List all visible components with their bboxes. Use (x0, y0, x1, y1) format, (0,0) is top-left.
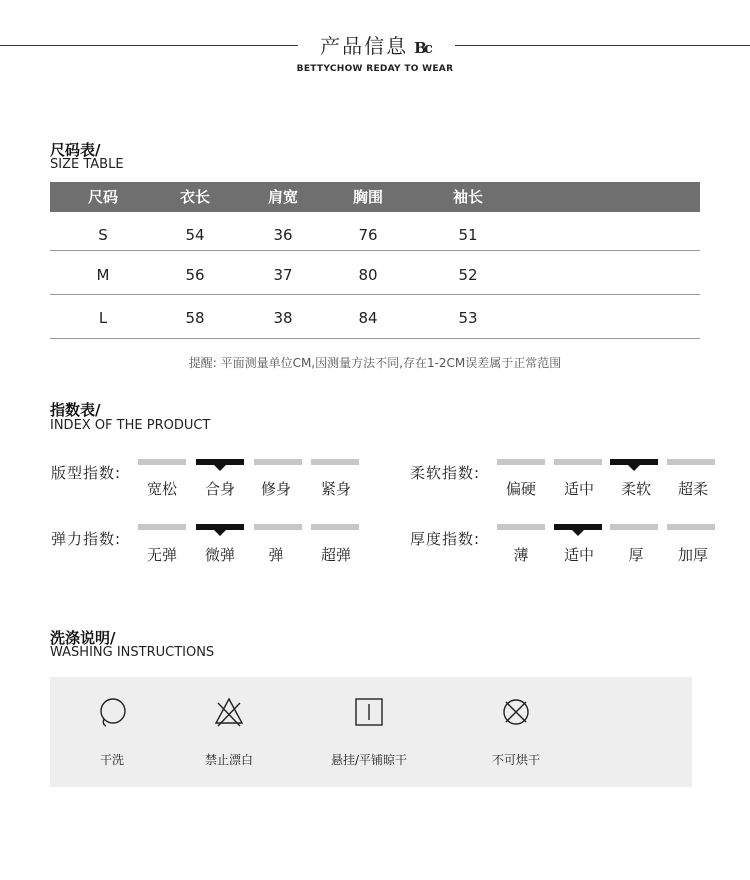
index-heading: 指数表/ (50, 401, 101, 419)
table-cell: 36 (273, 226, 293, 244)
selection-marker-icon (214, 530, 226, 536)
index-label: 柔软指数: (410, 464, 481, 482)
index-option: 弹 (268, 546, 284, 564)
index-segment (311, 459, 359, 465)
index-option: 宽松 (146, 480, 177, 498)
table-cell: 54 (185, 226, 205, 244)
index-option: 柔软 (620, 480, 651, 498)
index-segment (497, 524, 545, 530)
row-divider (50, 338, 700, 339)
table-cell: 56 (185, 266, 205, 284)
table-cell: 58 (185, 309, 205, 327)
index-option: 修身 (260, 480, 291, 498)
table-cell: 51 (458, 226, 478, 244)
size-table-header (50, 182, 700, 212)
page-title (0, 30, 750, 59)
row-divider (50, 294, 700, 295)
index-subheading: INDEX OF THE PRODUCT (50, 418, 211, 433)
no-tumble-dry-icon (499, 695, 533, 729)
washing-label: 悬挂/平铺晾干 (330, 753, 408, 767)
table-cell: S (98, 226, 108, 244)
page-subtitle: BETTYCHOW REDAY TO WEAR (296, 64, 454, 74)
page-title-text: 产品信息 (320, 34, 409, 58)
table-cell: M (96, 266, 110, 284)
table-cell: 37 (273, 266, 293, 284)
size-table-heading: 尺码表/ (50, 141, 101, 159)
washing-panel (50, 677, 692, 787)
table-cell: 52 (458, 266, 478, 284)
washing-label: 干洗 (99, 753, 124, 767)
index-label: 厚度指数: (410, 530, 481, 548)
column-header: 肩宽 (267, 188, 298, 206)
selection-marker-icon (214, 465, 226, 471)
index-segment (554, 459, 602, 465)
washing-label: 不可烘干 (491, 753, 540, 767)
dry-clean-icon (96, 695, 130, 729)
index-option: 厚 (628, 546, 644, 564)
index-segment (667, 524, 715, 530)
index-segment (311, 524, 359, 530)
table-cell: 80 (358, 266, 378, 284)
index-label: 版型指数: (51, 464, 122, 482)
hang-dry-icon (352, 695, 386, 729)
index-segment (497, 459, 545, 465)
index-segment (254, 524, 302, 530)
index-segment (610, 524, 658, 530)
brand-logo: Bc (414, 39, 430, 57)
selection-marker-icon (628, 465, 640, 471)
index-option: 薄 (513, 546, 529, 564)
selection-marker-icon (572, 530, 584, 536)
row-divider (50, 250, 700, 251)
index-option: 加厚 (677, 546, 708, 564)
index-option: 微弹 (204, 546, 235, 564)
index-option: 合身 (204, 480, 235, 498)
measurement-note: 提醒: 平面测量单位CM,因测量方法不同,存在1-2CM误差属于正常范围 (188, 356, 562, 370)
index-label: 弹力指数: (51, 530, 122, 548)
table-cell: 76 (358, 226, 378, 244)
index-segment (138, 459, 186, 465)
index-option: 适中 (563, 480, 594, 498)
index-option: 超弹 (320, 546, 351, 564)
index-option: 适中 (563, 546, 594, 564)
index-segment (667, 459, 715, 465)
index-option: 超柔 (677, 480, 708, 498)
no-bleach-icon (212, 695, 246, 729)
washing-subheading: WASHING INSTRUCTIONS (50, 645, 215, 660)
washing-heading: 洗涤说明/ (50, 629, 116, 647)
table-cell: 53 (458, 309, 478, 327)
column-header: 尺码 (87, 188, 118, 206)
size-table-subheading: SIZE TABLE (50, 157, 124, 172)
table-cell: 84 (358, 309, 378, 327)
index-option: 无弹 (146, 546, 177, 564)
column-header: 袖长 (452, 188, 483, 206)
column-header: 胸围 (352, 188, 383, 206)
column-header: 衣长 (179, 188, 210, 206)
index-option: 偏硬 (505, 480, 536, 498)
table-cell: 38 (273, 309, 293, 327)
index-segment (138, 524, 186, 530)
index-option: 紧身 (320, 480, 351, 498)
washing-label: 禁止漂白 (204, 753, 253, 767)
table-cell: L (98, 309, 108, 327)
index-segment (254, 459, 302, 465)
